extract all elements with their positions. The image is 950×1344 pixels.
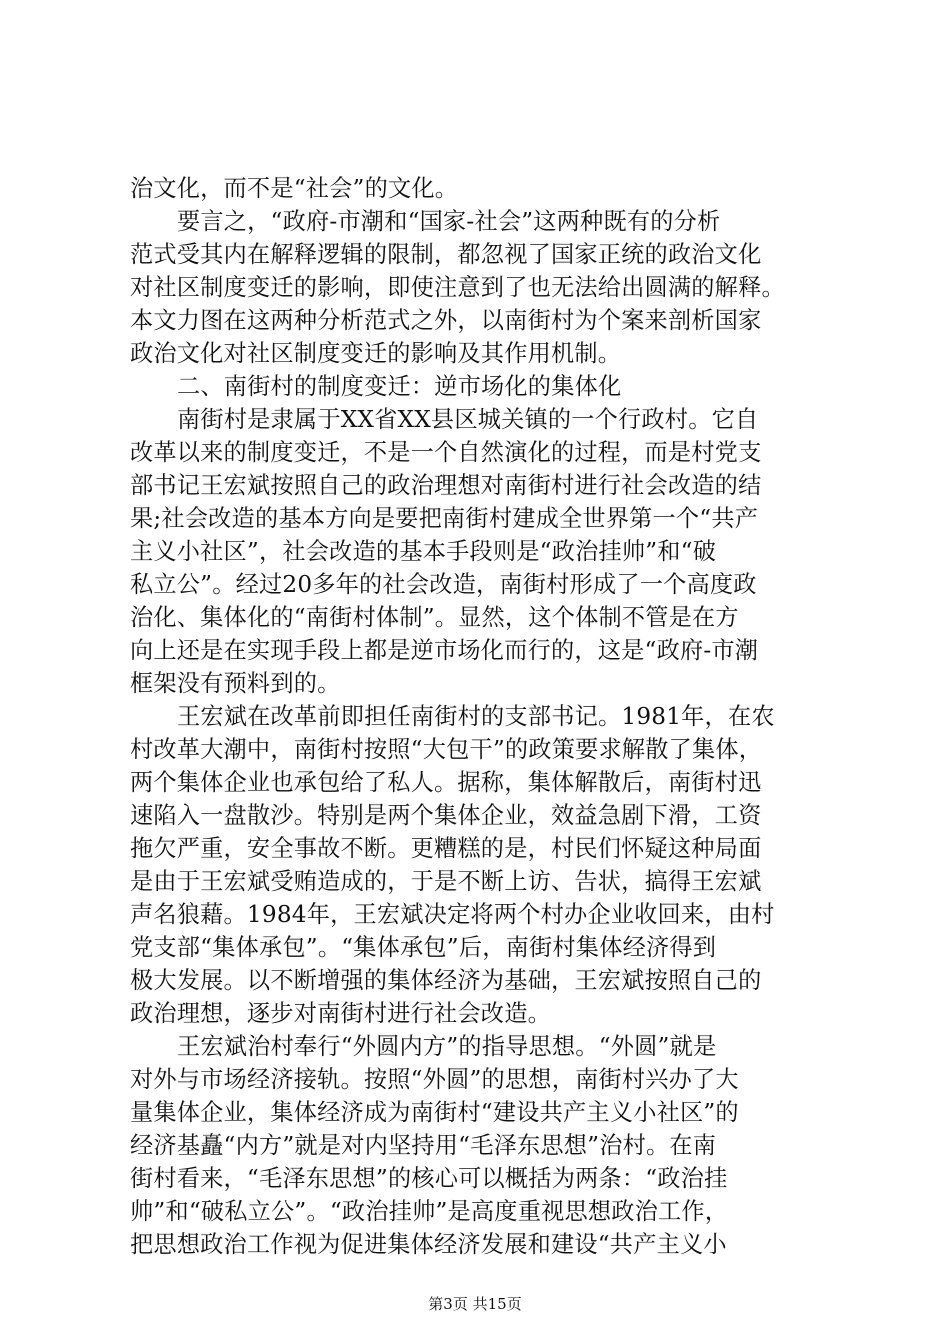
text-line: 量集体企业，集体经济成为南街村“建设共产主义小社区”的 xyxy=(130,1099,739,1126)
text-line: 果;社会改造的基本方向是要把南街村建成全世界第一个“共产 xyxy=(130,505,759,532)
text-line: 治文化，而不是“社会”的文化。 xyxy=(130,175,459,202)
text-line: 框架没有预料到的。 xyxy=(130,670,341,697)
text-line: 速陷入一盘散沙。特别是两个集体企业，效益急剧下滑，工资 xyxy=(130,802,762,829)
text-line: 本文力图在这两种分析范式之外，以南街村为个案来剖析国家 xyxy=(130,307,762,334)
text-line: 声名狼藉。1984年，王宏斌决定将两个村办企业收回来，由村 xyxy=(130,901,775,928)
body-text xyxy=(130,172,835,1261)
paragraph-start-line: 南街村是隶属于XX省XX县区城关镇的一个行政村。它自 xyxy=(177,406,759,433)
text-line: 对社区制度变迁的影响，即使注意到了也无法给出圆满的解释。 xyxy=(130,274,785,301)
text-line: 范式受其内在解释逻辑的限制，都忽视了国家正统的政治文化 xyxy=(130,241,762,268)
text-line: 街村看来，“毛泽东思想”的核心可以概括为两条：“政治挂 xyxy=(130,1165,728,1192)
text-line: 向上还是在实现手段上都是逆市场化而行的，这是“政府-市潮 xyxy=(130,637,759,664)
text-line: 政治理想，逐步对南街村进行社会改造。 xyxy=(130,1000,551,1027)
paragraph-start-line: 王宏斌治村奉行“外圆内方”的指导思想。“外圆”就是 xyxy=(177,1033,717,1060)
text-line: 政治文化对社区制度变迁的影响及其作用机制。 xyxy=(130,340,622,367)
text-line: 村改革大潮中，南街村按照“大包干”的政策要求解散了集体， xyxy=(130,736,763,763)
text-line: 私立公”。经过20多年的社会改造，南街村形成了一个高度政 xyxy=(130,571,757,598)
paragraph-start-line: 要言之，“政府-市潮和“国家-社会”这两种既有的分析 xyxy=(177,208,721,235)
text-line: 极大发展。以不断增强的集体经济为基础，王宏斌按照自己的 xyxy=(130,967,762,994)
text-line: 两个集体企业也承包给了私人。据称，集体解散后，南街村迅 xyxy=(130,769,762,796)
text-line: 治化、集体化的“南街村体制”。显然，这个体制不管是在方 xyxy=(130,604,739,631)
section-heading: 二、南街村的制度变迁：逆市场化的集体化 xyxy=(177,373,622,400)
text-line: 对外与市场经济接轨。按照“外圆”的思想，南街村兴办了大 xyxy=(130,1066,739,1093)
text-line: 拖欠严重，安全事故不断。更糟糕的是，村民们怀疑这种局面 xyxy=(130,835,762,862)
text-line: 主义小社区”，社会改造的基本手段则是“政治挂帅”和“破 xyxy=(130,538,717,565)
text-line: 经济基矗“内方”就是对内坚持用“毛泽东思想”治村。在南 xyxy=(130,1132,717,1159)
text-line: 把思想政治工作视为促进集体经济发展和建设“共产主义小 xyxy=(130,1231,727,1258)
text-line: 是由于王宏斌受贿造成的，于是不断上访、告状，搞得王宏斌 xyxy=(130,868,762,895)
text-line: 党支部“集体承包”。“集体承包”后，南街村集体经济得到 xyxy=(130,934,717,961)
paragraph-start-line: 王宏斌在改革前即担任南街村的支部书记。1981年，在农 xyxy=(177,703,775,730)
text-line: 帅”和“破私立公”。“政治挂帅”是高度重视思想政治工作， xyxy=(130,1198,729,1225)
text-line: 部书记王宏斌按照自己的政治理想对南街村进行社会改造的结 xyxy=(130,472,762,499)
page-number-footer: 第3页 共15页 xyxy=(428,1295,522,1313)
text-line: 改革以来的制度变迁，不是一个自然演化的过程，而是村党支 xyxy=(130,439,762,466)
